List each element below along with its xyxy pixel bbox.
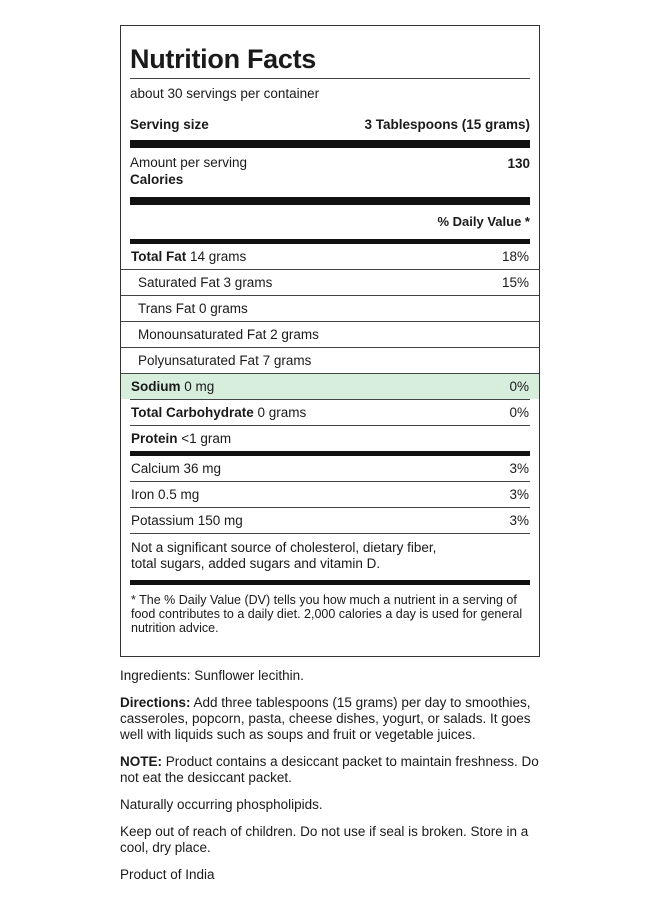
origin-text: Product of India <box>120 867 215 882</box>
serving-size-value: 3 Tablespoons (15 grams) <box>364 117 530 132</box>
directions-text <box>120 695 540 743</box>
calories-value: 130 <box>507 156 530 171</box>
nutrient-name: Sodium <box>131 379 181 394</box>
directions-body: Add three tablespoons (15 grams) per day to smoothies, casseroles, popcorn, pasta, cheese dishes, yogurt, or salads. It goes well with liquids such as soups and fruit or vegetable juices. <box>120 695 531 742</box>
nutrient-dv: 18% <box>501 249 529 264</box>
nutrient-amount: 0 grams <box>257 405 307 420</box>
not-significant-line: Not a significant source of cholesterol, dietary fiber, <box>131 540 437 555</box>
nutrient-row-monounsaturated-fat <box>121 321 539 347</box>
nutrient-amount: 14 grams <box>190 249 247 264</box>
nutrient-row-trans-fat <box>121 295 539 321</box>
ingredients-text: Ingredients: Sunflower lecithin. <box>120 668 304 683</box>
nutrient-amount: <1 gram <box>181 431 232 446</box>
nutrient-row-saturated-fat <box>121 269 539 295</box>
daily-value-header: % Daily Value * <box>437 214 530 229</box>
nutrient-row-protein <box>130 425 530 451</box>
mineral-row-iron <box>130 481 530 507</box>
calories-label: Calories <box>130 172 184 187</box>
storage-text: Keep out of reach of children. Do not use if seal is broken. Store in a cool, dry place. <box>120 824 529 855</box>
mineral-name: Potassium 150 mg <box>131 513 243 528</box>
serving-size-row <box>130 109 530 140</box>
daily-value-footnote: * The % Daily Value (DV) tells you how much a nutrient in a serving of food contributes to a daily diet. 2,000 calories a day is used for general nutrition advice. <box>131 593 523 635</box>
nutrient-name: Total Carbohydrate <box>131 405 254 420</box>
nutrient-dv: 15% <box>501 275 529 290</box>
mineral-dv: 3% <box>509 487 529 502</box>
nutrient-amount: 0 mg <box>184 379 215 394</box>
mineral-name: Calcium 36 mg <box>131 461 222 476</box>
nutrient-name: Polyunsaturated Fat 7 grams <box>138 353 312 368</box>
mineral-row-potassium <box>130 507 530 533</box>
thick-divider <box>130 140 530 148</box>
nutrient-row-polyunsaturated-fat <box>121 347 539 373</box>
mineral-row-calcium <box>130 456 530 481</box>
not-significant-note <box>130 534 530 580</box>
phospholipids-text: Naturally occurring phospholipids. <box>120 797 323 812</box>
product-info <box>120 668 540 894</box>
mineral-dv: 3% <box>509 461 529 476</box>
note-text <box>120 754 540 786</box>
note-label: NOTE: <box>120 754 162 769</box>
serving-size-label: Serving size <box>130 117 209 132</box>
amount-per-serving: Amount per serving <box>130 155 248 170</box>
nutrient-name: Trans Fat 0 grams <box>138 301 248 316</box>
directions-label: Directions: <box>120 695 191 710</box>
calories-block <box>130 148 530 197</box>
nutrient-row-sodium <box>121 373 539 399</box>
nutrient-name: Monounsaturated Fat 2 grams <box>138 327 319 342</box>
nutrition-facts-panel <box>120 25 540 657</box>
nutrient-row-total-carbohydrate <box>130 399 530 425</box>
nutrient-name: Total Fat <box>131 249 187 264</box>
not-significant-line: total sugars, added sugars and vitamin D. <box>131 556 381 571</box>
nutrient-dv: 0% <box>509 405 529 420</box>
nutrient-row-total-fat <box>130 244 530 269</box>
mineral-dv: 3% <box>509 513 529 528</box>
nutrient-name: Protein <box>131 431 178 446</box>
servings-per-container: about 30 servings per container <box>130 86 320 101</box>
mineral-name: Iron 0.5 mg <box>131 487 200 502</box>
thick-divider <box>130 197 530 205</box>
label-title: Nutrition Facts <box>130 44 317 74</box>
nutrient-dv: 0% <box>509 379 529 394</box>
note-body: Product contains a desiccant packet to maintain freshness. Do not eat the desiccant packet. <box>120 754 539 785</box>
nutrient-name: Saturated Fat 3 grams <box>138 275 273 290</box>
